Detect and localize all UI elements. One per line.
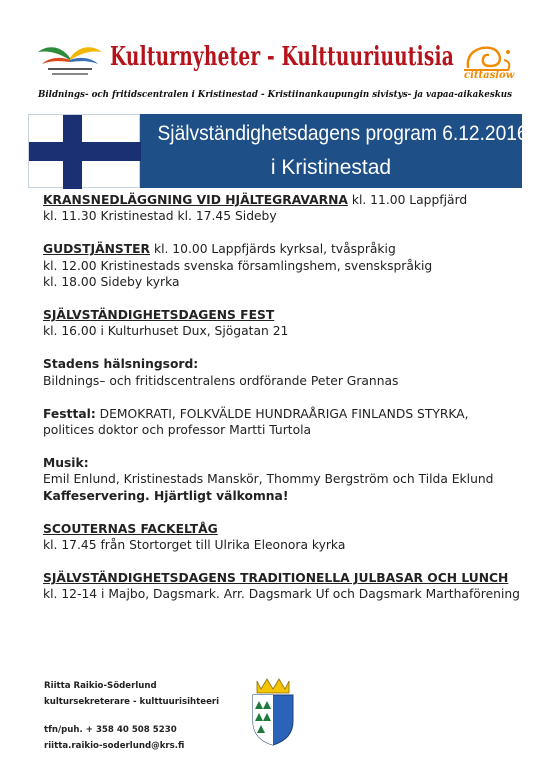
section-gudstjanster — [43, 241, 523, 290]
section-heading: Stadens hälsningsord: — [43, 357, 199, 372]
section-halsningsord — [43, 356, 523, 388]
section-heading: GUDSTJÄNSTER — [43, 242, 151, 257]
program-content — [43, 192, 523, 620]
section-heading: KRANSNEDLÄGGNING VID HJÄLTEGRAVARNA — [43, 193, 348, 207]
program-banner — [28, 114, 528, 188]
schedule-line: Emil Enlund, Kristinestads Manskör, Thommy Bergström och Tilda Eklund — [43, 472, 494, 487]
schedule-line: politices doktor och professor Martti Turtola — [43, 423, 312, 438]
section-heading: Musik: — [43, 456, 89, 471]
contact-name: Riitta Raikio-Söderlund — [44, 681, 157, 691]
section-musik — [43, 455, 523, 504]
section-heading: SJÄLVSTÄNDIGHETSDAGENS FEST — [43, 308, 275, 323]
schedule-line: kl. 11.00 Lappfjärd — [351, 193, 468, 207]
section-heading: Festtal: — [43, 406, 96, 421]
schedule-line: kl. 12-14 i Majbo, Dagsmark. Arr. Dagsmark Uf och Dagsmark Marthaförening — [43, 587, 520, 602]
banner-location: i Kristinestad — [270, 156, 392, 179]
header-subtitle: Bildnings- och fritidscentralen i Kristinestad - Kristiinankaupungin sivistys- ja vapaa-aikakeskus — [38, 89, 512, 100]
section-fackeltag — [43, 521, 523, 553]
page-title: Kulturnyheter - Kulttuuriuutisia — [110, 42, 454, 72]
section-kransnedlaggning — [43, 192, 523, 224]
schedule-line: kl. 16.00 i Kulturhuset Dux, Sjögatan 21 — [43, 324, 289, 339]
contact-role: kultursekreterare - kulttuurisihteeri — [44, 696, 220, 707]
section-heading: SCOUTERNAS FACKELTÅG — [43, 521, 218, 536]
section-fest — [43, 307, 523, 339]
schedule-line: kl. 18.00 Sideby kyrka — [43, 274, 180, 289]
contact-info — [44, 679, 219, 754]
contact-email[interactable]: riitta.raikio-soderlund@krs.fi — [44, 740, 185, 751]
cittaslow-text: cittaslow — [464, 70, 515, 81]
cittaslow-logo — [458, 40, 520, 84]
schedule-line: Bildnings– och fritidscentralens ordförande Peter Grannas — [43, 373, 399, 388]
banner-title: Självständighetsdagens program 6.12.2016 — [157, 122, 528, 145]
bildnings-logo — [34, 38, 106, 80]
section-julbasar — [43, 570, 523, 602]
schedule-line: kl. 12.00 Kristinestads svenska församlingshem, svenskspråkig — [43, 258, 433, 273]
coat-of-arms-icon — [247, 677, 299, 747]
schedule-line: kl. 11.30 Kristinestad — [43, 209, 174, 224]
welcome-line: Kaffeservering. Hjärtligt välkomna! — [43, 488, 289, 503]
finnish-flag-icon — [28, 114, 140, 188]
schedule-line: kl. 10.00 Lappfjärds kyrksal, tvåspråkig — [153, 242, 396, 257]
schedule-line: kl. 17.45 från Stortorget till Ulrika Eleonora kyrka — [43, 538, 346, 553]
schedule-line: DEMOKRATI, FOLKVÄLDE HUNDRAÅRIGA FINLANDS STYRKA, — [99, 406, 469, 421]
section-festtal — [43, 406, 523, 438]
section-heading: SJÄLVSTÄNDIGHETSDAGENS TRADITIONELLA JULBASAR OCH LUNCH — [43, 571, 509, 586]
contact-phone: tfn/puh. + 358 40 508 5230 — [44, 725, 177, 735]
schedule-line: kl. 17.45 Sideby — [177, 209, 277, 224]
